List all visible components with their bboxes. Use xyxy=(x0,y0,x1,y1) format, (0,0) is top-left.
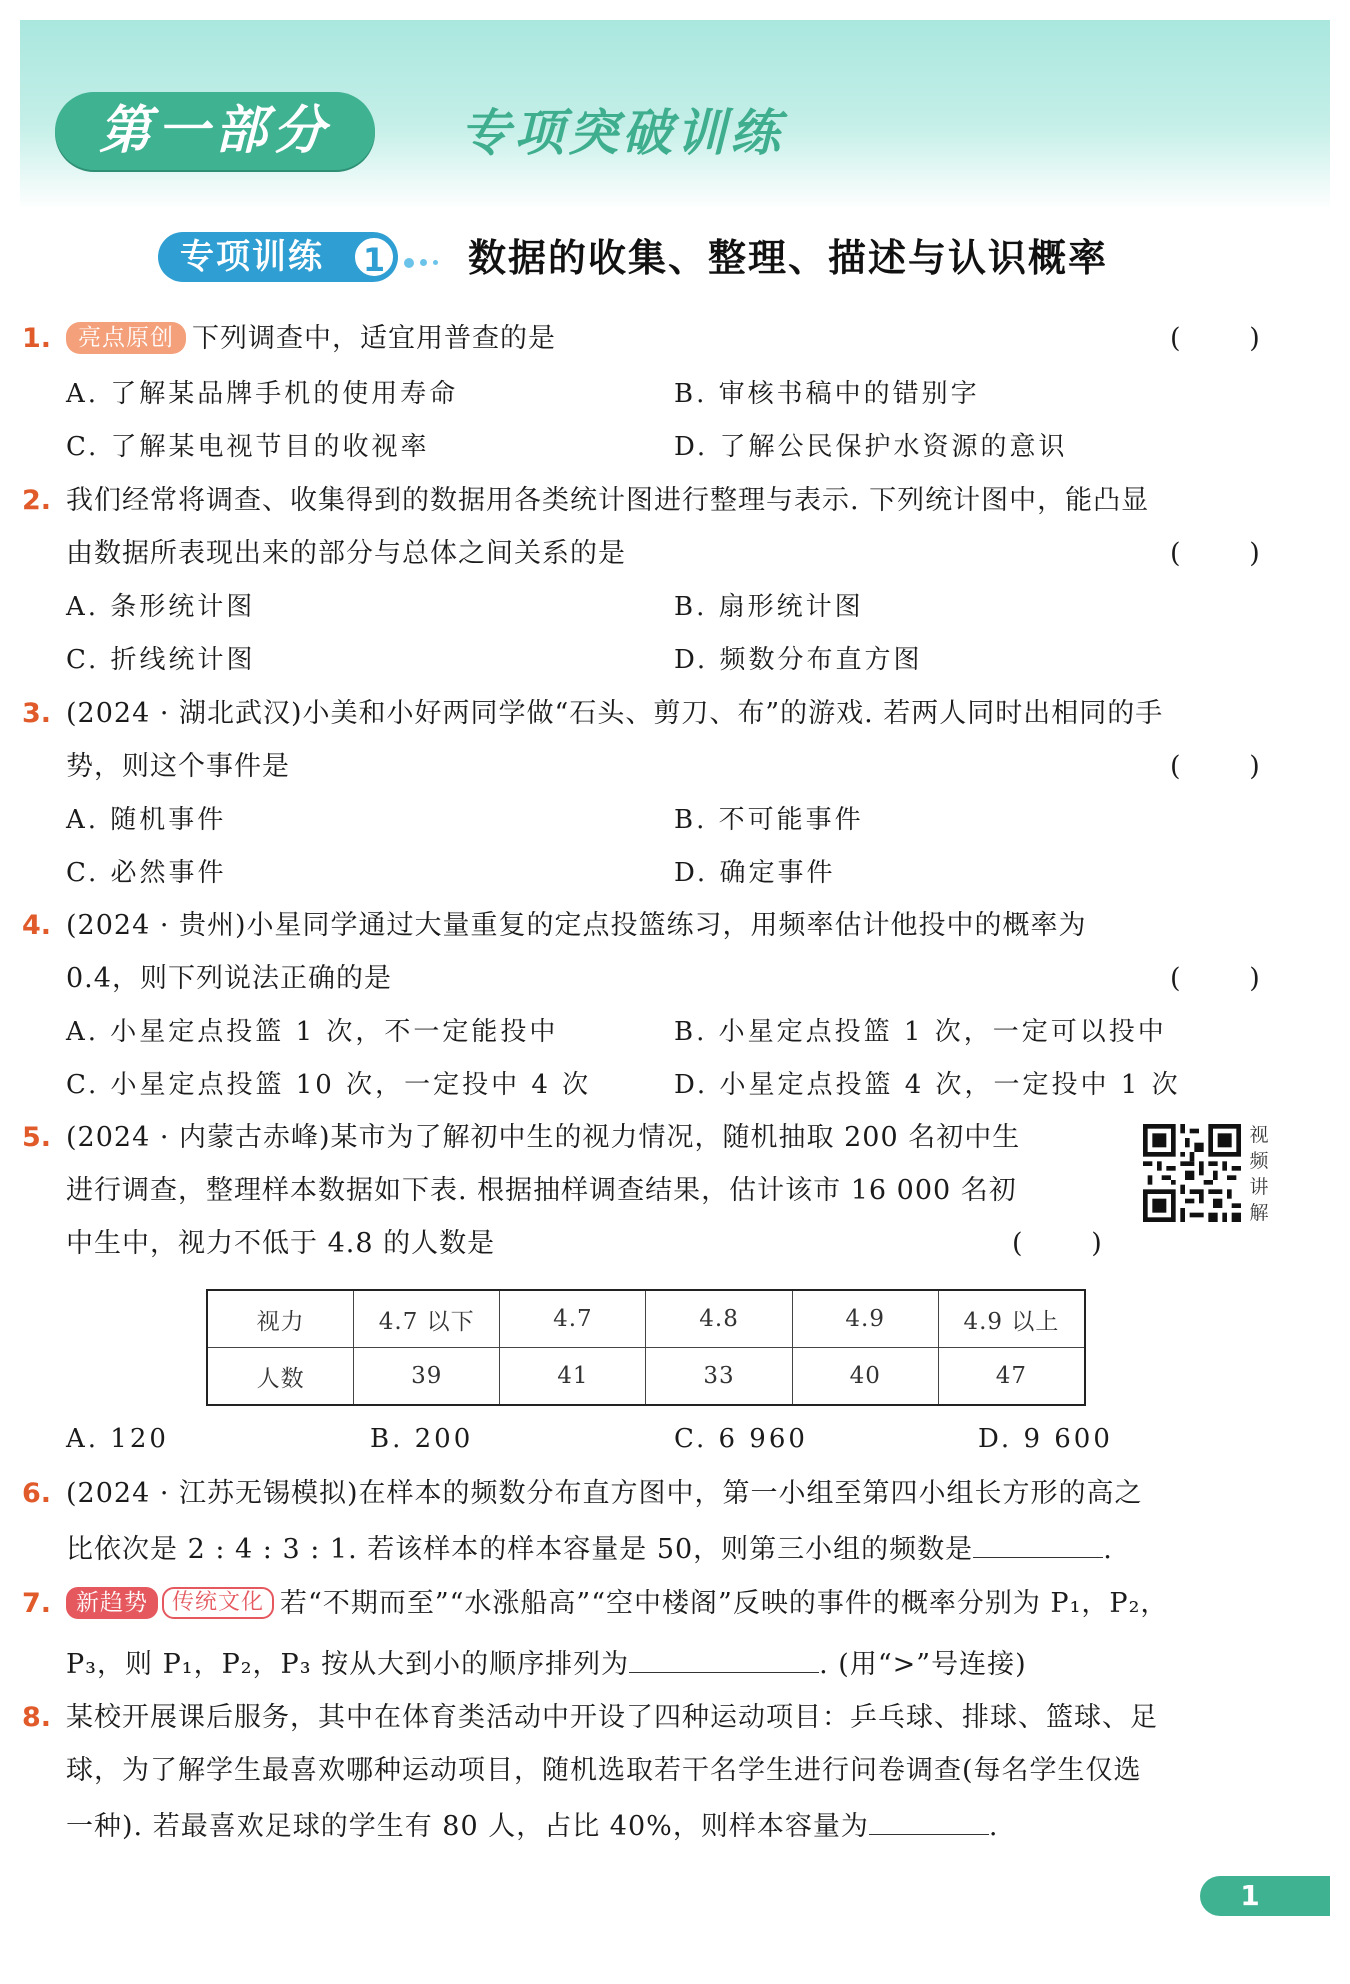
question-line: 某校开展课后服务，其中在体育类活动中开设了四种运动项目：乒乓球、排球、篮球、足 xyxy=(66,1702,1158,1733)
question-end: . xyxy=(988,1811,999,1842)
question-number: 5. xyxy=(22,1122,52,1153)
table-cell: 39 xyxy=(354,1348,500,1406)
question-line: 我们经常将调查、收集得到的数据用各类统计图进行整理与表示. 下列统计图中，能凸显 xyxy=(66,485,1150,516)
answer-blank[interactable] xyxy=(869,1804,989,1835)
option-c: C. 了解某电视节目的收视率 xyxy=(66,432,430,462)
page-number: 1 xyxy=(1240,1879,1260,1912)
answer-paren: ( ) xyxy=(1170,751,1260,782)
answer-blank[interactable] xyxy=(629,1642,819,1673)
table-cell: 4.9 xyxy=(792,1290,938,1348)
question-line: 势，则这个事件是 xyxy=(66,751,290,782)
question-number: 8. xyxy=(22,1702,52,1733)
question-number: 1. xyxy=(22,323,52,354)
question-text: 一种). 若最喜欢足球的学生有 80 人，占比 40%，则样本容量为 xyxy=(66,1811,869,1842)
option-b: B. 不可能事件 xyxy=(674,805,864,835)
option-b: B. 审核书稿中的错别字 xyxy=(674,379,980,409)
question-text: 比依次是 2 : 4 : 3 : 1. 若该样本的样本容量是 50，则第三小组的频数是 xyxy=(66,1534,974,1565)
option-a: A. 小星定点投篮 1 次，不一定能投中 xyxy=(66,1017,559,1047)
question-line xyxy=(66,1642,1027,1685)
option-d: D. 确定事件 xyxy=(674,858,836,888)
option-c: C. 小星定点投篮 10 次，一定投中 4 次 xyxy=(66,1070,592,1100)
question-line: 下列调查中，适宜用普查的是 xyxy=(192,323,556,354)
question-line: 0.4，则下列说法正确的是 xyxy=(66,963,392,994)
question-number: 2. xyxy=(22,485,52,516)
question-end: . xyxy=(1103,1534,1113,1565)
original-tag: 亮点原创 xyxy=(66,322,186,354)
question-line: 球，为了解学生最喜欢哪种运动项目，随机选取若干名学生进行问卷调查(每名学生仅选 xyxy=(66,1755,1142,1786)
option-a: A. 条形统计图 xyxy=(66,592,256,622)
question-number: 6. xyxy=(22,1478,52,1509)
option-c: C. 必然事件 xyxy=(66,858,227,888)
table-cell: 4.7 xyxy=(500,1290,646,1348)
table-cell: 40 xyxy=(792,1348,938,1406)
topic-label: 专项训练 xyxy=(158,232,398,282)
topic-title: 数据的收集、整理、描述与认识概率 xyxy=(468,236,1109,280)
table-cell: 4.9 以上 xyxy=(938,1290,1085,1348)
qr-code-icon[interactable] xyxy=(1143,1124,1241,1222)
new-trend-tag: 新趋势 xyxy=(66,1587,158,1619)
question-line: (2024 · 湖北武汉)小美和小好两同学做“石头、剪刀、布”的游戏. 若两人同时出相同的手 xyxy=(66,698,1164,729)
question-line: 进行调查，整理样本数据如下表. 根据抽样调查结果，估计该市 16 000 名初 xyxy=(66,1175,1017,1206)
question-line: 中生中，视力不低于 4.8 的人数是 xyxy=(66,1228,496,1259)
table-cell: 47 xyxy=(938,1348,1085,1406)
answer-paren: ( ) xyxy=(1170,323,1260,354)
question-line: (2024 · 江苏无锡模拟)在样本的频数分布直方图中，第一小组至第四小组长方形的高之 xyxy=(66,1478,1143,1509)
question-line xyxy=(66,1527,1113,1570)
option-a: A. 120 xyxy=(66,1424,169,1454)
question-line xyxy=(66,1804,998,1847)
question-number: 7. xyxy=(22,1588,52,1619)
table-row xyxy=(207,1348,1085,1406)
table-cell: 视力 xyxy=(207,1290,354,1348)
topic-number: 1 xyxy=(352,235,396,279)
answer-paren: ( ) xyxy=(1012,1228,1102,1259)
question-number: 3. xyxy=(22,698,52,729)
question-line: 由数据所表现出来的部分与总体之间关系的是 xyxy=(66,538,626,569)
traditional-culture-tag: 传统文化 xyxy=(162,1587,274,1619)
option-b: B. 200 xyxy=(370,1424,474,1454)
option-b: B. 小星定点投篮 1 次，一定可以投中 xyxy=(674,1017,1167,1047)
option-a: A. 随机事件 xyxy=(66,805,227,835)
question-line xyxy=(66,1584,1168,1624)
option-a: A. 了解某品牌手机的使用寿命 xyxy=(66,379,459,409)
table-cell: 人数 xyxy=(207,1348,354,1406)
table-cell: 4.7 以下 xyxy=(354,1290,500,1348)
option-c: C. 折线统计图 xyxy=(66,645,256,675)
question-end: . (用“>”号连接) xyxy=(819,1649,1027,1680)
table-cell: 4.8 xyxy=(646,1290,792,1348)
table-cell: 41 xyxy=(500,1348,646,1406)
option-d: D. 频数分布直方图 xyxy=(674,645,923,675)
table-row xyxy=(207,1290,1085,1348)
answer-blank[interactable] xyxy=(973,1527,1103,1558)
option-b: B. 扇形统计图 xyxy=(674,592,864,622)
option-d: D. 了解公民保护水资源的意识 xyxy=(674,432,1068,462)
question-line: (2024 · 内蒙古赤峰)某市为了解初中生的视力情况，随机抽取 200 名初中生 xyxy=(66,1122,1021,1153)
option-d: D. 小星定点投篮 4 次，一定投中 1 次 xyxy=(674,1070,1181,1100)
question-text: 若“不期而至”“水涨船高”“空中楼阁”反映的事件的概率分别为 P₁，P₂， xyxy=(280,1588,1169,1619)
table-cell: 33 xyxy=(646,1348,792,1406)
video-explanation-label[interactable]: 视频讲解 xyxy=(1249,1124,1269,1224)
part-label: 第一部分 xyxy=(55,92,375,170)
option-c: C. 6 960 xyxy=(674,1424,808,1454)
question-line: (2024 · 贵州)小星同学通过大量重复的定点投篮练习，用频率估计他投中的概率为 xyxy=(66,910,1087,941)
question-text: P₃，则 P₁，P₂，P₃ 按从大到小的顺序排列为 xyxy=(66,1649,630,1680)
answer-paren: ( ) xyxy=(1170,963,1260,994)
question-text xyxy=(66,319,556,359)
vision-data-table xyxy=(206,1289,1086,1406)
topic-dots-decoration xyxy=(404,252,444,264)
part-title: 专项突破训练 xyxy=(460,104,784,162)
question-number: 4. xyxy=(22,910,52,941)
answer-paren: ( ) xyxy=(1170,538,1260,569)
option-d: D. 9 600 xyxy=(978,1424,1113,1454)
